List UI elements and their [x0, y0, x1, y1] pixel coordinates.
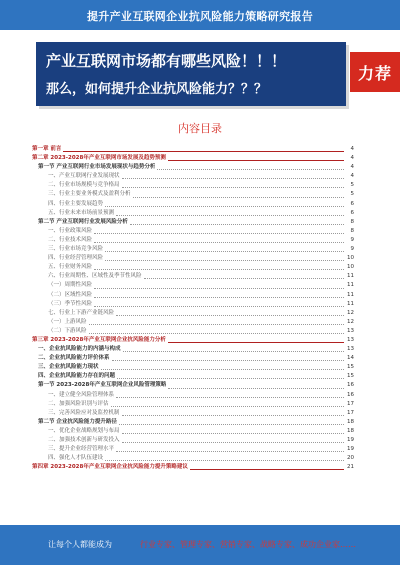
toc-entry-page: 20 [347, 455, 354, 462]
toc-leader-dots [105, 205, 344, 207]
toc-entry[interactable] [32, 454, 354, 463]
toc-entry-label: 四、行业经营管理风险 [48, 255, 104, 262]
toc-entry-page: 4 [350, 173, 354, 180]
toc-entry-label: 二、加强风险识别与评估 [48, 400, 109, 407]
toc-entry[interactable] [32, 391, 354, 400]
toc-entry-label: （一）周期性风险 [48, 282, 93, 289]
toc-leader-dots [168, 159, 344, 161]
toc-entry-label: 六、行业周期性、区域性及季节性风险 [48, 273, 142, 280]
toc-entry-page: 6 [350, 209, 354, 216]
toc-entry-label: 四、行业主要发展趋势 [48, 200, 104, 207]
table-of-contents [32, 145, 354, 472]
toc-entry-label: 二、企业抗风险能力评价体系 [38, 355, 110, 362]
toc-leader-dots [89, 332, 344, 334]
toc-leader-dots [116, 214, 344, 216]
toc-entry-label: （一）上游风险 [48, 318, 87, 325]
toc-entry[interactable] [32, 409, 354, 418]
toc-leader-dots [94, 305, 344, 307]
hero-subheadline: 那么，如何提升企业抗风险能力？？？ [46, 82, 268, 97]
toc-entry-label: 四、企业抗风险能力存在的问题 [38, 373, 116, 380]
toc-leader-dots [94, 296, 344, 298]
toc-entry[interactable] [32, 263, 354, 272]
toc-leader-dots [116, 314, 344, 316]
toc-leader-dots [101, 368, 344, 370]
toc-entry-page: 4 [350, 146, 354, 152]
toc-leader-dots [111, 405, 344, 407]
toc-leader-dots [105, 259, 344, 261]
toc-entry-page: 18 [347, 418, 354, 425]
toc-entry-page: 21 [347, 464, 354, 471]
toc-leader-dots [63, 150, 344, 152]
toc-entry-page: 5 [350, 182, 354, 189]
toc-entry-label: 第二节 产业互联网行业发展风险分析 [38, 218, 128, 225]
top-banner [0, 0, 400, 30]
toc-entry[interactable] [32, 445, 354, 454]
toc-entry[interactable] [32, 145, 354, 154]
toc-entry-label: 第一节 产业互联网行业市场发展现状与趋势分析 [38, 164, 156, 171]
toc-leader-dots [94, 287, 344, 289]
toc-entry[interactable] [32, 436, 354, 445]
toc-entry[interactable] [32, 272, 354, 281]
footer-slogan-right: 行业专家、管理专家、营销专家、战略专家、成功企业家…… [140, 540, 356, 549]
toc-leader-dots [94, 268, 344, 270]
toc-entry-page: 11 [347, 282, 354, 289]
toc-entry-page: 11 [347, 300, 354, 307]
recommend-badge: 力荐 [350, 52, 400, 92]
toc-leader-dots [122, 177, 344, 179]
toc-leader-dots [144, 277, 344, 279]
toc-leader-dots [123, 350, 344, 352]
toc-entry[interactable] [32, 463, 354, 472]
toc-leader-dots [117, 377, 344, 379]
toc-leader-dots [105, 459, 344, 461]
toc-entry-label: 第四章 2023-2028年产业互联网企业抗风险能力提升策略建议 [32, 464, 188, 471]
toc-leader-dots [122, 432, 344, 434]
toc-entry[interactable] [32, 190, 354, 199]
toc-entry-page: 19 [347, 446, 354, 453]
toc-leader-dots [122, 414, 344, 416]
toc-entry-label: 第一章 前言 [32, 146, 62, 152]
toc-entry-label: 二、加强技术创新与研发投入 [48, 437, 120, 443]
toc-entry-page: 11 [347, 273, 354, 280]
toc-entry-page: 15 [347, 364, 354, 371]
toc-entry[interactable] [32, 354, 354, 363]
toc-entry[interactable] [32, 291, 354, 300]
toc-entry-label: 三、完善风险应对及监控机制 [48, 409, 120, 416]
toc-entry-page: 10 [347, 255, 354, 262]
toc-entry-page: 9 [350, 246, 354, 253]
toc-entry-label: 第二章 2023-2028年产业互联网市场发展及趋势预测 [32, 155, 166, 162]
toc-leader-dots [130, 223, 344, 225]
toc-entry[interactable] [32, 327, 354, 336]
toc-leader-dots [116, 450, 344, 452]
toc-entry-label: 三、提升企业经营管理水平 [48, 446, 115, 453]
footer-slogan-left: 让每个人都能成为 [48, 540, 112, 549]
toc-entry-page: 17 [347, 400, 354, 407]
toc-leader-dots [168, 341, 344, 343]
toc-entry-label: 二、行业技术风险 [48, 236, 93, 243]
toc-entry[interactable] [32, 345, 354, 354]
hero-headline: 产业互联网市场都有哪些风险！！！ [46, 52, 287, 70]
toc-entry[interactable] [32, 172, 354, 181]
toc-leader-dots [122, 441, 344, 443]
toc-entry[interactable] [32, 427, 354, 436]
toc-entry-label: （二）区域性风险 [48, 291, 93, 298]
toc-entry-label: 三、行业主要业务模式及盈利分析 [48, 191, 131, 198]
toc-entry-page: 14 [347, 355, 354, 362]
toc-entry[interactable] [32, 318, 354, 327]
toc-entry-label: 一、建立健全风险管理体系 [48, 391, 115, 398]
toc-entry-label: 三、企业抗风险能力现状 [38, 364, 99, 371]
toc-entry[interactable] [32, 163, 354, 172]
toc-entry[interactable] [32, 363, 354, 372]
toc-entry-page: 9 [350, 236, 354, 243]
toc-entry-page: 10 [347, 264, 354, 271]
toc-entry[interactable] [32, 336, 354, 345]
toc-entry[interactable] [32, 218, 354, 227]
toc-entry-label: 七、行业上下游产业链风险 [48, 309, 115, 316]
toc-entry-page: 12 [347, 318, 354, 325]
toc-entry-page: 5 [350, 191, 354, 198]
toc-entry-label: 一、行业政策风险 [48, 227, 93, 234]
toc-entry-label: 四、强化人才队伍建设 [48, 455, 104, 462]
toc-leader-dots [89, 323, 344, 325]
toc-leader-dots [119, 423, 344, 425]
bottom-banner [0, 525, 400, 565]
toc-entry[interactable] [32, 245, 354, 254]
toc-entry-label: 第二节 企业抗风险能力提升路径 [38, 418, 117, 425]
toc-entry[interactable] [32, 400, 354, 409]
toc-leader-dots [133, 196, 344, 198]
toc-entry-page: 11 [347, 291, 354, 298]
toc-entry-label: 第三章 2023-2028年产业互联网企业抗风险能力分析 [32, 336, 166, 343]
toc-entry-page: 19 [347, 437, 354, 443]
toc-leader-dots [168, 387, 344, 389]
toc-entry-page: 18 [347, 427, 354, 434]
toc-entry-page: 8 [350, 227, 354, 234]
toc-entry[interactable] [32, 181, 354, 190]
toc-leader-dots [105, 250, 344, 252]
toc-entry-label: 五、行业财务风险 [48, 264, 93, 271]
toc-entry[interactable] [32, 381, 354, 390]
toc-entry[interactable] [32, 200, 354, 209]
toc-entry-label: （三）季节性风险 [48, 300, 93, 307]
toc-entry-page: 13 [347, 336, 354, 343]
toc-title: 内容目录 [178, 122, 222, 135]
toc-entry[interactable] [32, 254, 354, 263]
toc-entry-page: 16 [347, 382, 354, 389]
toc-entry-page: 13 [347, 327, 354, 334]
toc-entry-label: 第一节 2023-2028年产业互联网企业风险管理策略 [38, 382, 167, 389]
toc-leader-dots [112, 359, 344, 361]
toc-entry-page: 6 [350, 200, 354, 207]
toc-leader-dots [157, 168, 344, 170]
toc-entry[interactable] [32, 281, 354, 290]
toc-entry-page: 13 [347, 346, 354, 353]
toc-entry[interactable] [32, 236, 354, 245]
toc-entry[interactable] [32, 209, 354, 218]
toc-entry-label: 一、产业互联网行业发展现状 [48, 173, 120, 180]
toc-entry[interactable] [32, 372, 354, 381]
toc-leader-dots [94, 241, 344, 243]
toc-entry[interactable] [32, 227, 354, 236]
toc-leader-dots [94, 232, 344, 234]
toc-entry-page: 16 [347, 391, 354, 398]
toc-entry-page: 12 [347, 309, 354, 316]
toc-leader-dots [190, 468, 344, 470]
report-title: 提升产业互联网企业抗风险能力策略研究报告 [87, 10, 313, 23]
toc-entry-page: 4 [350, 155, 354, 162]
toc-entry-label: （二）下游风险 [48, 327, 87, 334]
toc-leader-dots [116, 396, 344, 398]
toc-entry-label: 五、行业未来市场前景预测 [48, 209, 115, 216]
toc-entry-page: 17 [347, 409, 354, 416]
toc-entry-label: 三、行业市场竞争风险 [48, 246, 104, 253]
toc-entry-page: 8 [350, 218, 354, 225]
toc-entry-label: 二、行业市场规模与竞争格局 [48, 182, 120, 189]
toc-entry-page: 15 [347, 373, 354, 380]
toc-entry[interactable] [32, 309, 354, 318]
toc-entry-label: 一、优化企业战略规划与布局 [48, 427, 120, 434]
toc-entry[interactable] [32, 154, 354, 163]
toc-entry[interactable] [32, 300, 354, 309]
toc-leader-dots [122, 186, 344, 188]
toc-entry[interactable] [32, 418, 354, 427]
toc-entry-label: 一、企业抗风险能力的内涵与构成 [38, 346, 121, 353]
toc-entry-page: 4 [350, 164, 354, 171]
hero-banner [36, 42, 346, 106]
